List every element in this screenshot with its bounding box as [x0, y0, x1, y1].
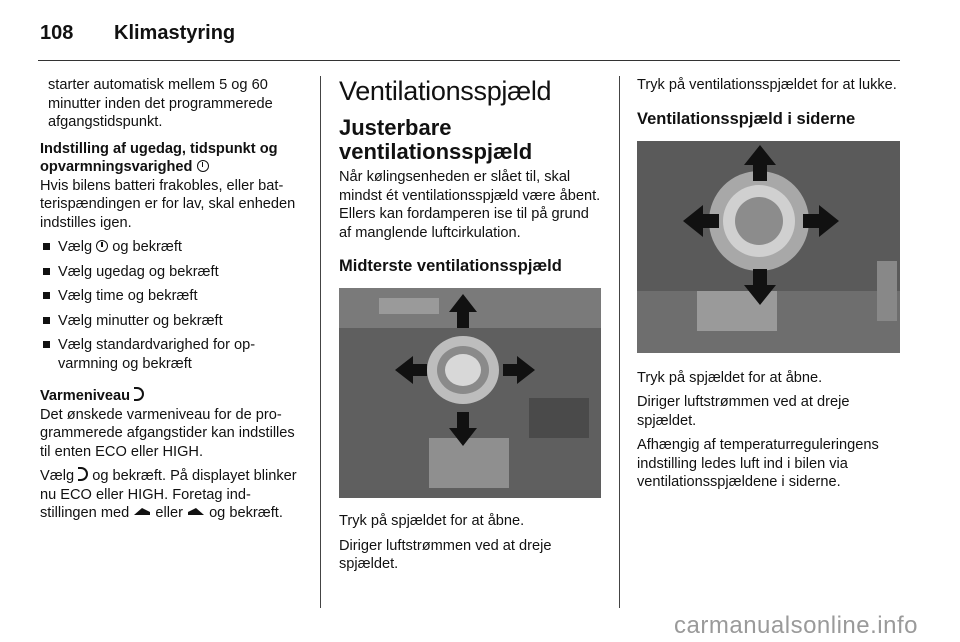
watermark: carmanualsonline.info: [674, 612, 918, 639]
paragraph: Tryk på spjældet for at åbne.: [339, 513, 525, 529]
list-item: Vælg og bekræft: [40, 238, 302, 257]
subheading-setting: Indstilling af ugedag, tidspunkt og opvarmningsvarighed: [40, 140, 278, 175]
center-vent-illustration: [339, 288, 601, 498]
paragraph: Når kølingsenheden er slået til, skal mindst ét ventilationsspjæld være åbent. Ellers kan fordamperen ise til på grund af manglende luftcirkulation.: [339, 169, 601, 241]
list-item: Vælg time og bekræft: [40, 287, 302, 306]
paragraph: starter automatisk mellem 5 og 60 minutter inden det programmerede afgangstidspunkt.: [48, 77, 273, 130]
page-number: 108: [40, 22, 74, 44]
paragraph: Tryk på ventilationsspjældet for at lukke.: [637, 77, 897, 93]
list-item: Vælg standardvarighed for opvarmning og bekræft: [40, 336, 302, 373]
heat-level-icon: [78, 467, 88, 481]
column-3: [637, 76, 902, 498]
bullet-list: [40, 238, 302, 373]
column-divider: [320, 76, 321, 608]
subsection-title: Justerbare ventilationsspjæld: [339, 115, 533, 164]
column-divider: [619, 76, 620, 608]
section-title: Ventilationsspjæld: [339, 76, 552, 106]
side-vent-heading: Ventilationsspjæld i siderne: [637, 109, 856, 128]
side-vent-illustration: [637, 141, 900, 353]
paragraph: Hvis bilens batteri frakobles, eller batterispændingen er for lav, skal enheden indstilles igen.: [40, 177, 296, 231]
column-2: [339, 76, 605, 580]
heat-level-icon: [134, 387, 144, 401]
paragraph: Diriger luftstrømmen ved at dreje spjældet.: [339, 537, 552, 572]
list-item: Vælg ugedag og bekræft: [40, 263, 302, 282]
page-header: [40, 22, 235, 45]
center-vent-heading: Midterste ventilationsspjæld: [339, 257, 562, 275]
clock-icon: [197, 160, 209, 172]
paragraph: Tryk på spjældet for at åbne.: [637, 369, 823, 386]
paragraph: Det ønskede varmeniveau for de programmerede afgangstider kan indstilles til enten ECO eller HIGH.: [40, 406, 295, 460]
paragraph: Vælg og bekræft. På displayet blinker nu ECO eller HIGH. Foretag indstillingen med eller og bekræft.: [40, 468, 297, 521]
header-rule: [38, 60, 900, 61]
chapter-title: Klimastyring: [114, 22, 236, 44]
arrow-right-icon: [187, 507, 205, 517]
list-item: Vælg minutter og bekræft: [40, 312, 302, 331]
paragraph: Diriger luftstrømmen ved at dreje spjældet.: [637, 394, 850, 429]
subheading-heat: Varmeniveau: [40, 387, 302, 406]
arrow-left-icon: [133, 507, 151, 517]
clock-icon: [96, 240, 108, 252]
paragraph: Afhængig af temperaturreguleringens indstilling ledes luft ind i bilen via ventilationsspjældene i siderne.: [637, 437, 879, 490]
column-1: [40, 76, 302, 529]
